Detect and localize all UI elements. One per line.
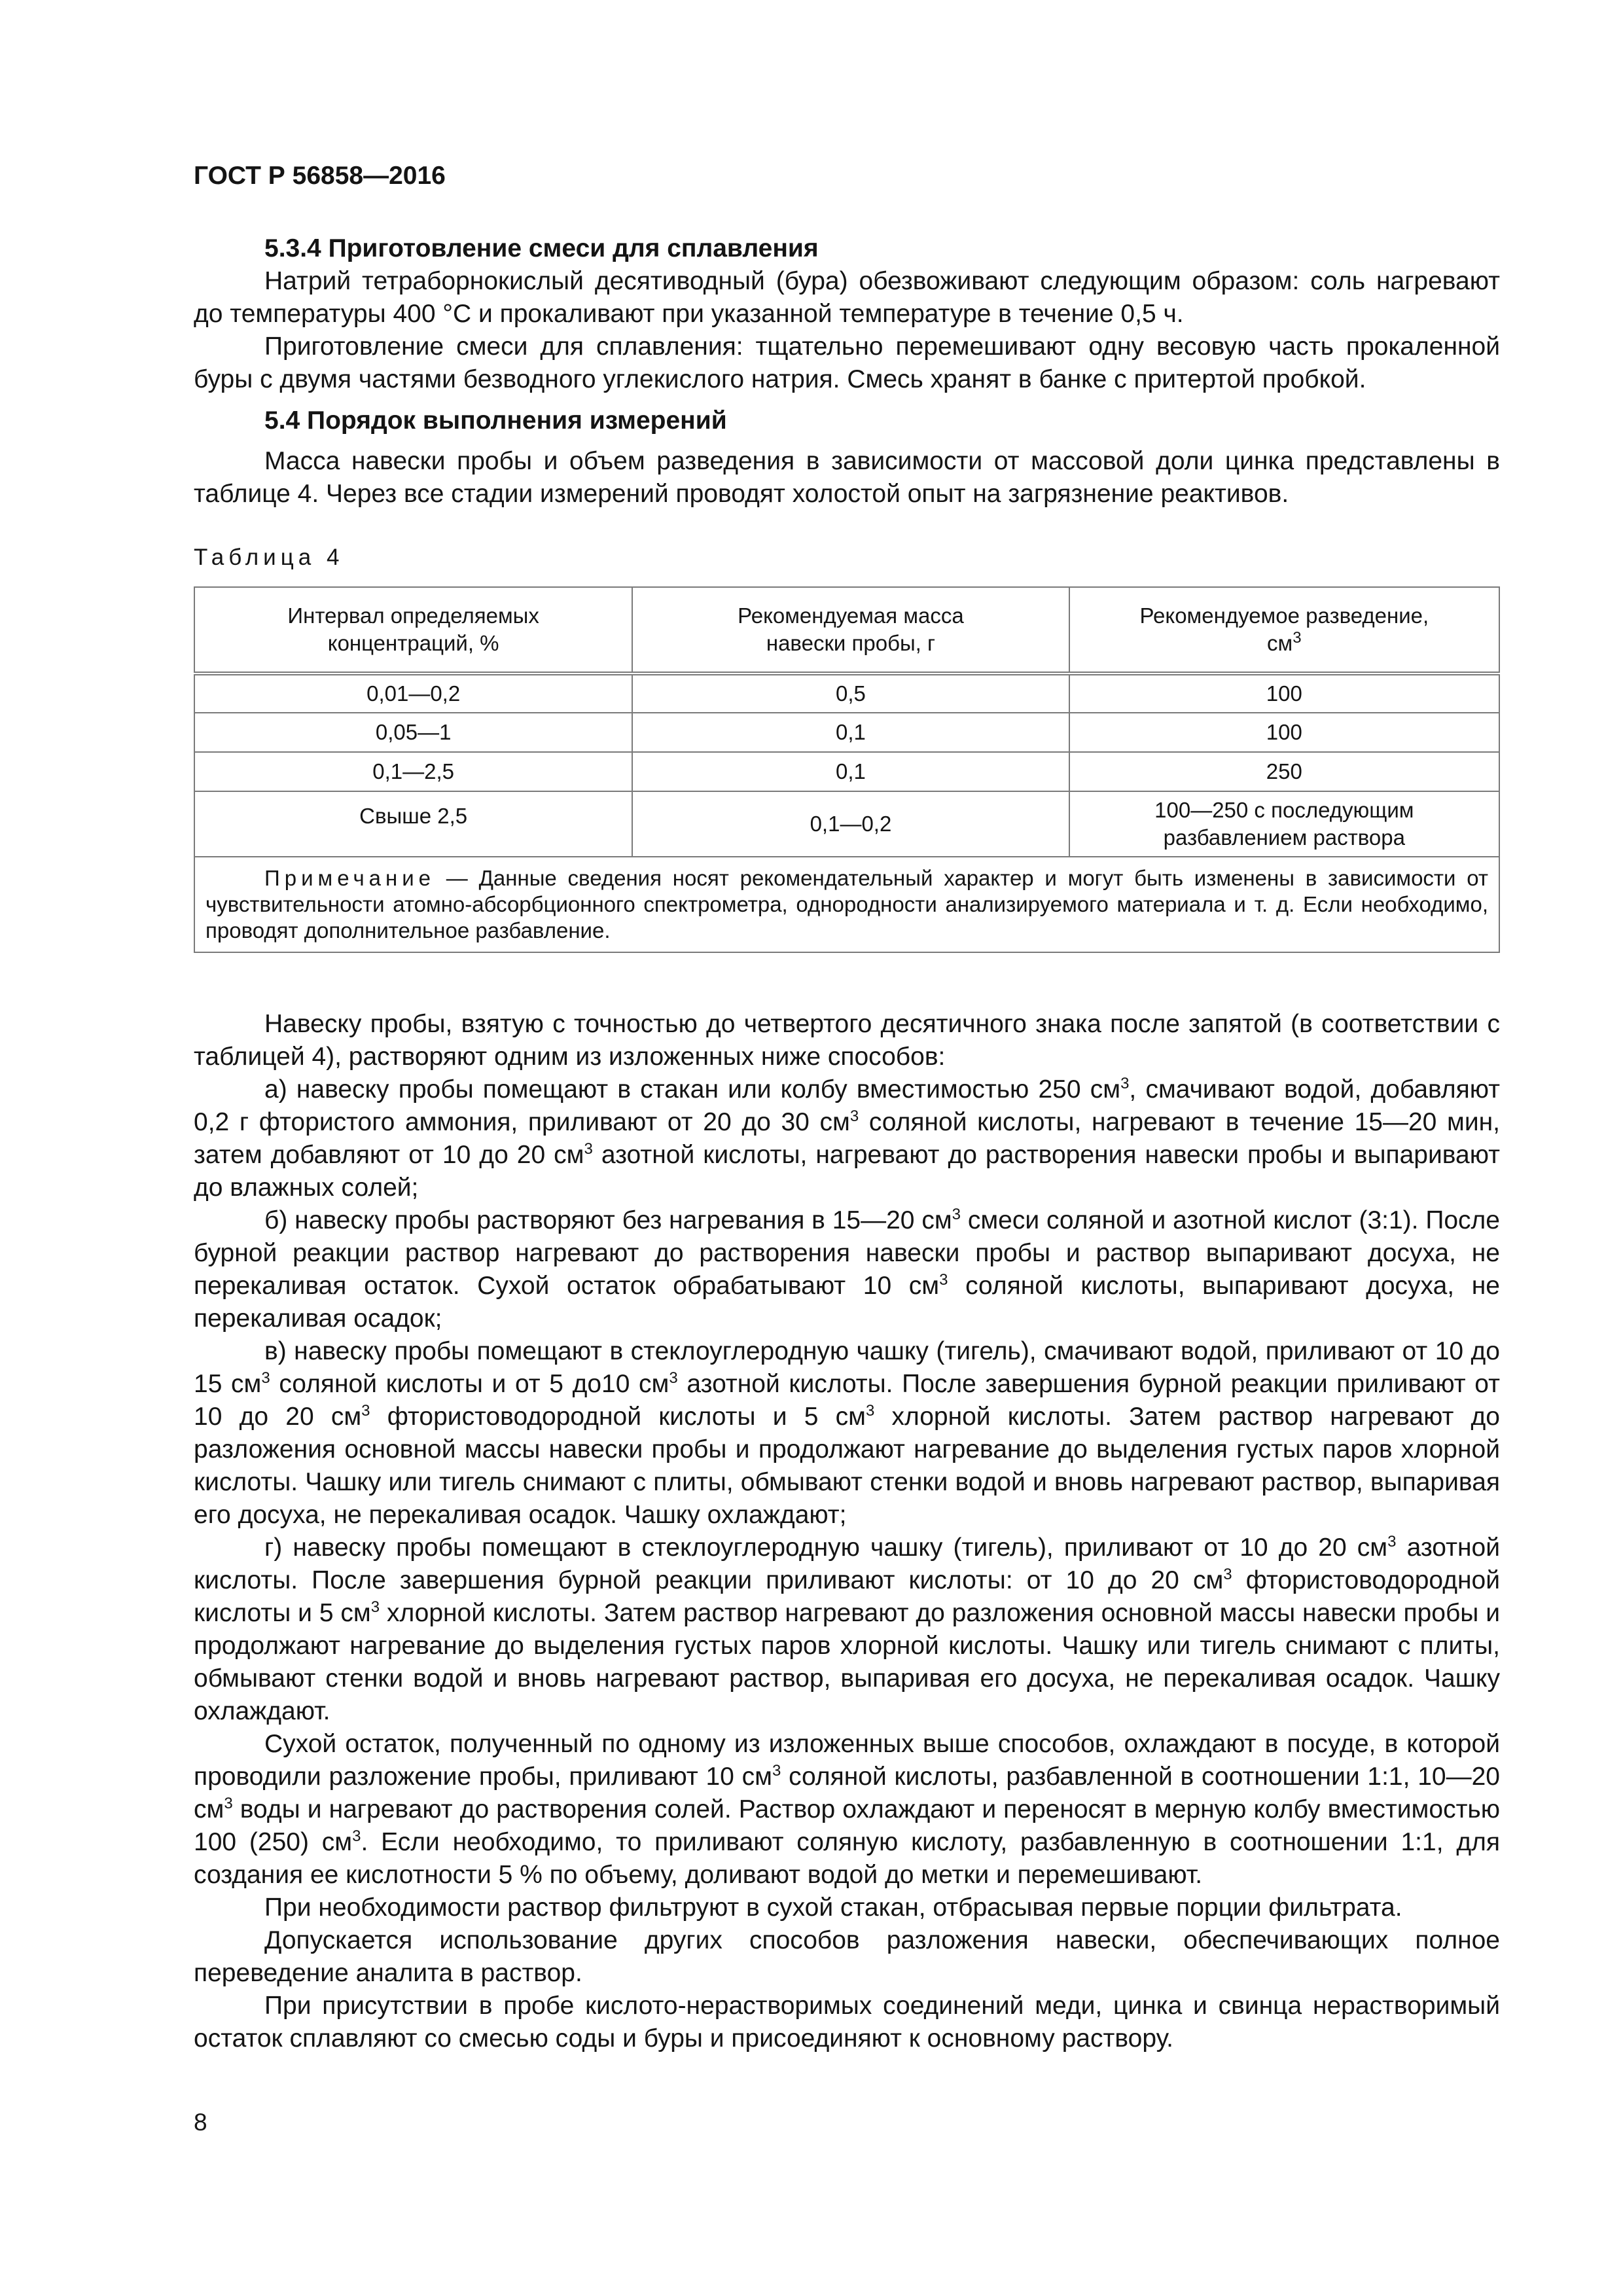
- paragraph: Навеску пробы, взятую с точностью до четвертого десятичного знака после запятой (в соответствии с таблицей 4), растворяют одним из изложенных ниже способов:: [194, 1010, 1500, 1071]
- table-cell: 0,5: [632, 673, 1069, 713]
- section-5-3-4: [194, 232, 1500, 396]
- table-row: [194, 673, 1499, 713]
- table-row: [194, 713, 1499, 752]
- section-heading: 5.4 Порядок выполнения измерений: [264, 406, 727, 435]
- table-cell: 0,1: [632, 752, 1069, 791]
- procedure-text: [194, 1008, 1500, 2055]
- paragraph: Масса навески пробы и объем разведения в зависимости от массовой доли цинка представлены в таблице 4. Через все стадии измерений проводят холостой опыт на загрязнение реактивов.: [194, 447, 1500, 508]
- paragraph: Натрий тетраборнокислый десятиводный (бура) обезвоживают следующим образом: соль нагревают до температуры 400 °С и прокаливают при указанной температуре в течение 0,5 ч.: [194, 267, 1500, 328]
- table-header-row: [194, 587, 1499, 673]
- table-cell: 0,05—1: [194, 713, 632, 752]
- table-cell: 100: [1069, 713, 1499, 752]
- table-cell: 0,01—0,2: [194, 673, 632, 713]
- table-row: [194, 752, 1499, 791]
- table-cell: 100: [1069, 673, 1499, 713]
- table-4: [194, 586, 1500, 953]
- table-cell: 0,1—2,5: [194, 752, 632, 791]
- table-cell: 100—250 с последующим разбавлением раствора: [1069, 791, 1499, 857]
- table-cell: 0,1: [632, 713, 1069, 752]
- section-heading: 5.3.4 Приготовление смеси для сплавления: [264, 234, 819, 262]
- table-row: [194, 791, 1499, 857]
- table-cell: Свыше 2,5: [194, 791, 632, 857]
- method-v: в) навеску пробы помещают в стеклоуглеродную чашку (тигель), смачивают водой, приливают от 10 до 15 $см^3$ соляной кислоты и от 5 до10 $см^3$ азотной кислоты. После завершения бурной реакции приливают от 10 до 20 $см^3$ фтористоводородной кислоты и 5 $см^3$ хлорной кислоты. Затем раствор нагревают до разложения основной массы навески пробы и продолжают нагревание до выделения густых паров хлорной кислоты. Чашку или тигель снимают с плиты, обмывают стенки водой и вновь нагревают раствор, выпаривая его досуха, не перекаливая осадок. Чашку охлаждают;: [194, 1337, 1500, 1529]
- section-5-4: [194, 404, 1500, 511]
- paragraph: Сухой остаток, полученный по одному из изложенных выше способов, охлаждают в посуде, в которой проводили разложение пробы, приливают 10 $см^3$ соляной кислоты, разбавленной в соотношении 1:1, 10—20 $см^3$ воды и нагревают до растворения солей. Раствор охлаждают и переносят в мерную колбу вместимостью 100 (250) $см^3$. Если необходимо, то приливают соляную кислоту, разбавленную в соотношении 1:1, для создания ее кислотности 5 % по объему, доливают водой до метки и перемешивают.: [194, 1730, 1500, 1889]
- paragraph: При необходимости раствор фильтруют в сухой стакан, отбрасывая первые порции фильтрата.: [264, 1893, 1402, 1922]
- method-g: г) навеску пробы помещают в стеклоуглеродную чашку (тигель), приливают от 10 до 20 $см^3$ азотной кислоты. После завершения бурной реакции приливают кислоты: от 10 до 20 $см^3$ фтористоводородной кислоты и 5 $см^3$ хлорной кислоты. Затем раствор нагревают до разложения основной массы навески пробы и продолжают нагревание до выделения густых паров хлорной кислоты. Чашку или тигель снимают с плиты, обмывают стенки водой и вновь нагревают раствор, выпаривая его досуха, не перекаливая осадок. Чашку охлаждают.: [194, 1533, 1501, 1725]
- table-caption: Таблица 4: [194, 545, 344, 570]
- paragraph: Допускается использование других способов разложения навески, обеспечивающих полное переведение аналита в раствор.: [194, 1926, 1500, 1987]
- document-header: ГОСТ Р 56858—2016: [194, 162, 446, 190]
- method-a: а) навеску пробы помещают в стакан или колбу вместимостью 250 $см^3$, смачивают водой, добавляют 0,2 г фтористого аммония, приливают от 20 до 30 $см^3$ соляной кислоты, нагревают в течение 15—20 мин, затем добавляют от 10 до 20 $см^3$ азотной кислоты, нагревают до растворения навески пробы и выпаривают до влажных солей;: [194, 1075, 1500, 1202]
- paragraph: При присутствии в пробе кислото-нерастворимых соединений меди, цинка и свинца нерастворимый остаток сплавляют со смесью соды и буры и присоединяют к основному раствору.: [194, 1992, 1500, 2053]
- page-number: 8: [194, 2109, 207, 2136]
- method-b: б) навеску пробы растворяют без нагревания в 15—20 $см^3$ смеси соляной и азотной кислот (3:1). После бурной реакции раствор нагревают до растворения навески пробы и раствор выпаривают досуха, не перекаливая остаток. Сухой остаток обрабатывают 10 $см^3$ соляной кислоты, выпаривают досуха, не перекаливая осадок;: [194, 1206, 1501, 1333]
- column-header: Рекомендуемое разведение, $см^3$: [1069, 587, 1499, 673]
- table-note: Примечание — Данные сведения носят рекомендательный характер и могут быть изменены в зависимости от чувствительности атомно-абсорбционного спектрометра, однородности анализируемого материала и т. д. Если необходимо, проводят дополнительное разбавление.: [194, 857, 1499, 952]
- column-header: Рекомендуемая масса навески пробы, г: [632, 587, 1069, 673]
- paragraph: Приготовление смеси для сплавления: тщательно перемешивают одну весовую часть прокаленной буры с двумя частями безводного углекислого натрия. Смесь хранят в банке с притертой пробкой.: [194, 332, 1500, 393]
- table-cell: 250: [1069, 752, 1499, 791]
- table-note-row: [194, 857, 1499, 952]
- column-header: Интервал определяемых концентраций, %: [194, 587, 632, 673]
- table-cell: 0,1—0,2: [632, 791, 1069, 857]
